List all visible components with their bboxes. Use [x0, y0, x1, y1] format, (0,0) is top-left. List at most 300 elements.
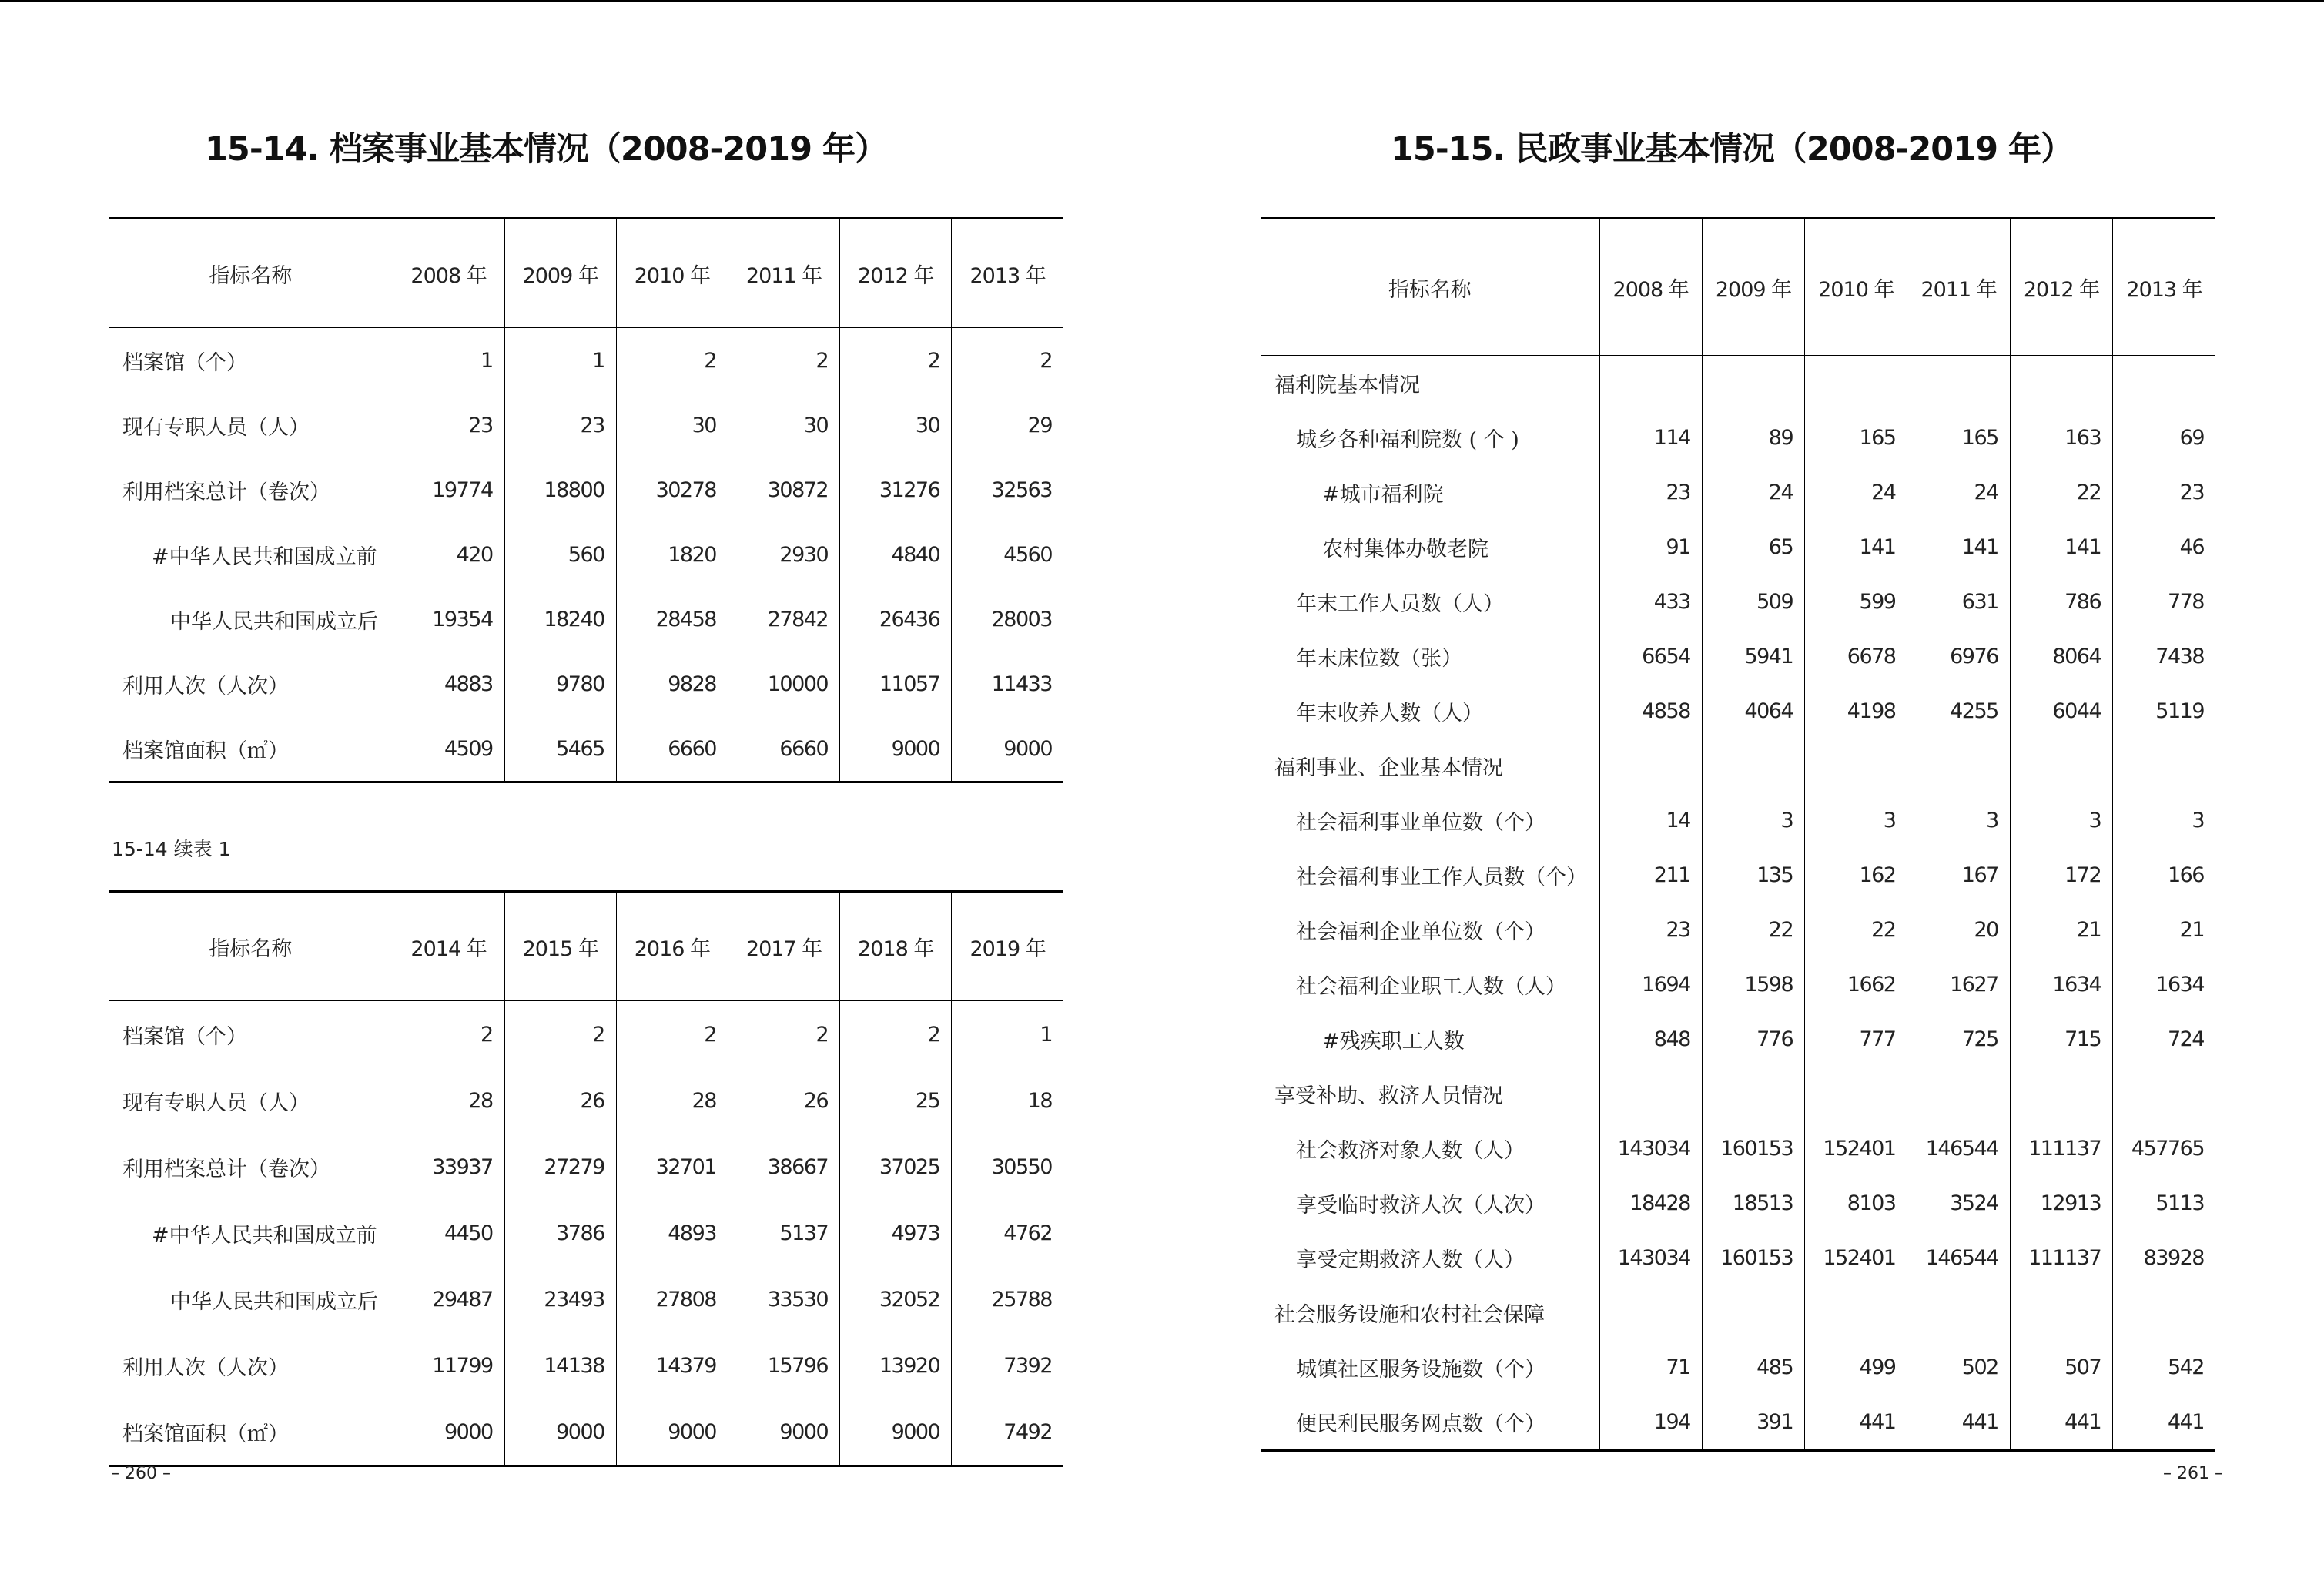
cell-value: 9000: [616, 1399, 728, 1466]
cell-value: 30: [728, 393, 839, 457]
cell-value: 2: [393, 1001, 504, 1068]
table-body: [109, 328, 1063, 782]
archives-table-2008-2013: [109, 217, 1063, 783]
row-label: #残疾职工人数: [1322, 1030, 1465, 1054]
cell-value: 1627: [1907, 957, 2010, 1012]
table-row: [109, 1067, 1063, 1134]
cell-value: [1599, 356, 1702, 411]
cell-value: 9000: [393, 1399, 504, 1466]
civil-affairs-table-title: 15-15. 民政事业基本情况（2008-2019 年）: [1390, 130, 2073, 169]
cell-value: 83928: [2113, 1231, 2215, 1285]
table-row: [109, 1200, 1063, 1266]
header-year: 2008 年: [1599, 219, 1702, 356]
header-year: 2017 年: [728, 892, 839, 1001]
cell-value: 18: [952, 1067, 1063, 1134]
cell-value: 163: [2010, 410, 2112, 465]
row-label: #中华人民共和国成立前: [152, 1223, 377, 1248]
cell-value: 2: [952, 328, 1063, 394]
cell-value: 33937: [393, 1134, 504, 1200]
cell-value: 32563: [952, 457, 1063, 522]
cell-value: 27279: [504, 1134, 616, 1200]
page-number: – 261 –: [2163, 1464, 2223, 1483]
table-row: [1261, 1285, 2215, 1340]
cell-value: 11433: [952, 652, 1063, 716]
cell-value: 26436: [840, 587, 952, 652]
row-label: 档案馆（个）: [122, 350, 247, 375]
cell-value: 631: [1907, 575, 2010, 629]
cell-value: 32052: [840, 1266, 952, 1332]
table-row: [1261, 575, 2215, 629]
cell-value: 6678: [1805, 629, 1907, 684]
row-label: 城镇社区服务设施数（个）: [1296, 1358, 1545, 1382]
table-row: [109, 1134, 1063, 1200]
cell-value: 22: [2010, 465, 2112, 520]
table-row: [109, 1332, 1063, 1399]
cell-value: 24: [1907, 465, 2010, 520]
cell-value: [1702, 1067, 1804, 1121]
cell-value: 441: [2010, 1395, 2112, 1451]
cell-value: 21: [2010, 903, 2112, 957]
cell-value: 89: [1702, 410, 1804, 465]
cell-value: [1599, 1067, 1702, 1121]
cell-value: 19354: [393, 587, 504, 652]
cell-value: 499: [1805, 1340, 1907, 1395]
cell-value: 4883: [393, 652, 504, 716]
cell-value: 7438: [2113, 629, 2215, 684]
cell-value: 485: [1702, 1340, 1804, 1395]
cell-value: 7392: [952, 1332, 1063, 1399]
header-row: [109, 219, 1063, 328]
cell-value: [2113, 356, 2215, 411]
row-label: 年末床位数（张）: [1296, 647, 1462, 671]
cell-value: 30278: [616, 457, 728, 522]
cell-value: 441: [1805, 1395, 1907, 1451]
row-label: 社会服务设施和农村社会保障: [1274, 1303, 1545, 1327]
cell-value: 4893: [616, 1200, 728, 1266]
cell-value: 509: [1702, 575, 1804, 629]
cell-value: 4762: [952, 1200, 1063, 1266]
cell-value: 14379: [616, 1332, 728, 1399]
cell-value: 2: [616, 1001, 728, 1068]
table-body: [109, 1001, 1063, 1466]
cell-value: 91: [1599, 520, 1702, 575]
table-row: [1261, 520, 2215, 575]
cell-value: 3: [1805, 793, 1907, 848]
cell-value: 27808: [616, 1266, 728, 1332]
cell-value: [2113, 1067, 2215, 1121]
cell-value: 14138: [504, 1332, 616, 1399]
cell-value: 420: [393, 522, 504, 587]
cell-value: 13920: [840, 1332, 952, 1399]
row-label: 年末工作人员数（人）: [1296, 592, 1504, 616]
cell-value: 29487: [393, 1266, 504, 1332]
table-row: [109, 1001, 1063, 1068]
header-indicator-name: 指标名称: [1261, 219, 1599, 356]
cell-value: 2: [728, 328, 839, 394]
cell-value: [1805, 1285, 1907, 1340]
table-body: [1261, 356, 2215, 1451]
cell-value: 30: [840, 393, 952, 457]
cell-value: 20: [1907, 903, 2010, 957]
row-label: 档案馆（个）: [122, 1024, 247, 1049]
cell-value: 18428: [1599, 1176, 1702, 1231]
cell-value: 4255: [1907, 684, 2010, 739]
cell-value: 23493: [504, 1266, 616, 1332]
cell-value: [2113, 1285, 2215, 1340]
header-year: 2012 年: [2010, 219, 2112, 356]
table-row: [1261, 465, 2215, 520]
cell-value: 28: [616, 1067, 728, 1134]
cell-value: 776: [1702, 1012, 1804, 1067]
cell-value: 18240: [504, 587, 616, 652]
cell-value: 4509: [393, 716, 504, 782]
cell-value: 3: [1702, 793, 1804, 848]
table-row: [109, 457, 1063, 522]
table-row: [1261, 1121, 2215, 1176]
cell-value: 6976: [1907, 629, 2010, 684]
table-header: [109, 892, 1063, 1001]
cell-value: 152401: [1805, 1231, 1907, 1285]
header-year: 2011 年: [1907, 219, 2010, 356]
cell-value: 599: [1805, 575, 1907, 629]
cell-value: 114: [1599, 410, 1702, 465]
table-header: [1261, 219, 2215, 356]
cell-value: 1634: [2010, 957, 2112, 1012]
cell-value: 71: [1599, 1340, 1702, 1395]
cell-value: [1907, 739, 2010, 793]
header-year: 2013 年: [2113, 219, 2215, 356]
row-label: 中华人民共和国成立后: [170, 609, 378, 634]
cell-value: 3: [2010, 793, 2112, 848]
cell-value: 69: [2113, 410, 2215, 465]
cell-value: [2010, 1067, 2112, 1121]
cell-value: 166: [2113, 848, 2215, 903]
row-label: 年末收养人数（人）: [1296, 702, 1483, 725]
archives-table-title: 15-14. 档案事业基本情况（2008-2019 年）: [204, 130, 887, 169]
cell-value: 848: [1599, 1012, 1702, 1067]
row-label: 农村集体办敬老院: [1322, 538, 1488, 561]
cell-value: 29: [952, 393, 1063, 457]
table-row: [109, 1399, 1063, 1466]
table-row: [109, 652, 1063, 716]
cell-value: 141: [2010, 520, 2112, 575]
cell-value: 23: [1599, 465, 1702, 520]
cell-value: 786: [2010, 575, 2112, 629]
cell-value: 1: [504, 328, 616, 394]
cell-value: [2010, 356, 2112, 411]
cell-value: [1805, 739, 1907, 793]
row-label: 利用人次（人次）: [122, 674, 289, 699]
cell-value: [1599, 1285, 1702, 1340]
cell-value: 24: [1702, 465, 1804, 520]
cell-value: 27842: [728, 587, 839, 652]
cell-value: 3524: [1907, 1176, 2010, 1231]
row-label: 现有专职人员（人）: [122, 1090, 310, 1115]
header-row: [1261, 219, 2215, 356]
cell-value: 26: [504, 1067, 616, 1134]
header-year: 2010 年: [616, 219, 728, 328]
cell-value: 28458: [616, 587, 728, 652]
table-row: [1261, 793, 2215, 848]
row-label: 社会福利事业单位数（个）: [1296, 811, 1545, 835]
cell-value: 9000: [504, 1399, 616, 1466]
cell-value: 46: [2113, 520, 2215, 575]
cell-value: 37025: [840, 1134, 952, 1200]
cell-value: 4858: [1599, 684, 1702, 739]
cell-value: 141: [1907, 520, 2010, 575]
row-label: 现有专职人员（人）: [122, 415, 310, 440]
cell-value: 165: [1907, 410, 2010, 465]
row-label: 社会救济对象人数（人）: [1296, 1139, 1525, 1163]
cell-value: 1598: [1702, 957, 1804, 1012]
cell-value: 4064: [1702, 684, 1804, 739]
table-row: [1261, 957, 2215, 1012]
cell-value: 2930: [728, 522, 839, 587]
row-label: 享受临时救济人次（人次）: [1296, 1194, 1545, 1218]
table-row: [1261, 1231, 2215, 1285]
cell-value: 30872: [728, 457, 839, 522]
row-label: 利用档案总计（卷次）: [122, 480, 330, 504]
row-label: 福利院基本情况: [1274, 374, 1420, 397]
header-year: 2009 年: [504, 219, 616, 328]
cell-value: 194: [1599, 1395, 1702, 1451]
cell-value: 9000: [840, 716, 952, 782]
header-year: 2013 年: [952, 219, 1063, 328]
cell-value: 6044: [2010, 684, 2112, 739]
cell-value: [1702, 739, 1804, 793]
cell-value: 12913: [2010, 1176, 2112, 1231]
cell-value: 715: [2010, 1012, 2112, 1067]
cell-value: 30550: [952, 1134, 1063, 1200]
cell-value: 441: [2113, 1395, 2215, 1451]
cell-value: 11057: [840, 652, 952, 716]
table-row: [109, 587, 1063, 652]
header-year: 2019 年: [952, 892, 1063, 1001]
table-row: [1261, 1067, 2215, 1121]
cell-value: 18800: [504, 457, 616, 522]
cell-value: 152401: [1805, 1121, 1907, 1176]
row-label: #城市福利院: [1322, 483, 1444, 507]
cell-value: 135: [1702, 848, 1804, 903]
header-row: [109, 892, 1063, 1001]
table-row: [109, 393, 1063, 457]
cell-value: 162: [1805, 848, 1907, 903]
cell-value: 25: [840, 1067, 952, 1134]
cell-value: 18513: [1702, 1176, 1804, 1231]
table-row: [1261, 903, 2215, 957]
cell-value: 1694: [1599, 957, 1702, 1012]
cell-value: 23: [393, 393, 504, 457]
cell-value: 8064: [2010, 629, 2112, 684]
cell-value: 391: [1702, 1395, 1804, 1451]
page-number: – 260 –: [111, 1464, 171, 1483]
cell-value: 160153: [1702, 1121, 1804, 1176]
cell-value: 9000: [840, 1399, 952, 1466]
row-label: 福利事业、企业基本情况: [1274, 756, 1503, 780]
row-label: 社会福利企业单位数（个）: [1296, 920, 1545, 944]
cell-value: 9000: [952, 716, 1063, 782]
row-label: 中华人民共和国成立后: [170, 1289, 378, 1314]
page-261: [1162, 0, 2324, 1588]
cell-value: 15796: [728, 1332, 839, 1399]
cell-value: 5465: [504, 716, 616, 782]
cell-value: [2010, 739, 2112, 793]
cell-value: 9000: [728, 1399, 839, 1466]
cell-value: 211: [1599, 848, 1702, 903]
cell-value: 7492: [952, 1399, 1063, 1466]
row-label: 社会福利企业职工人数（人）: [1296, 975, 1566, 999]
cell-value: 8103: [1805, 1176, 1907, 1231]
table-row: [1261, 1340, 2215, 1395]
cell-value: 4560: [952, 522, 1063, 587]
archives-table-2014-2019: [109, 890, 1063, 1467]
cell-value: [1907, 1285, 2010, 1340]
row-label: 档案馆面积（㎡）: [109, 1399, 393, 1466]
table-row: [109, 522, 1063, 587]
row-label: 城乡各种福利院数 ( 个 ): [1296, 428, 1519, 452]
cell-value: 3: [2113, 793, 2215, 848]
table-row: [1261, 1395, 2215, 1451]
cell-value: 4973: [840, 1200, 952, 1266]
row-label: 档案馆面积（㎡）: [109, 716, 393, 782]
cell-value: 560: [504, 522, 616, 587]
cell-value: [1805, 1067, 1907, 1121]
cell-value: 22: [1805, 903, 1907, 957]
table-row: [109, 1266, 1063, 1332]
cell-value: 1: [393, 328, 504, 394]
table-row: [109, 716, 1063, 782]
header-year: 2009 年: [1702, 219, 1804, 356]
header-year: 2014 年: [393, 892, 504, 1001]
cell-value: 24: [1805, 465, 1907, 520]
cell-value: 1820: [616, 522, 728, 587]
table-row: [1261, 684, 2215, 739]
cell-value: 9780: [504, 652, 616, 716]
cell-value: 65: [1702, 520, 1804, 575]
cell-value: 2: [504, 1001, 616, 1068]
cell-value: 502: [1907, 1340, 2010, 1395]
table-header: [109, 219, 1063, 328]
cell-value: [1702, 356, 1804, 411]
cell-value: 2: [840, 328, 952, 394]
cell-value: 172: [2010, 848, 2112, 903]
cell-value: 4840: [840, 522, 952, 587]
row-label: 利用档案总计（卷次）: [122, 1157, 330, 1181]
cell-value: 111137: [2010, 1231, 2112, 1285]
cell-value: 23: [2113, 465, 2215, 520]
cell-value: 32701: [616, 1134, 728, 1200]
cell-value: 5113: [2113, 1176, 2215, 1231]
row-label: 社会福利事业工作人员数（个）: [1296, 866, 1587, 889]
cell-value: [1599, 739, 1702, 793]
cell-value: 778: [2113, 575, 2215, 629]
cell-value: 22: [1702, 903, 1804, 957]
cell-value: 26: [728, 1067, 839, 1134]
cell-value: [1907, 356, 2010, 411]
table-row: [1261, 356, 2215, 411]
cell-value: 457765: [2113, 1121, 2215, 1176]
cell-value: 5119: [2113, 684, 2215, 739]
cell-value: 167: [1907, 848, 2010, 903]
row-label: 利用人次（人次）: [122, 1355, 289, 1380]
continuation-label: 15-14 续表 1: [112, 838, 231, 860]
cell-value: 542: [2113, 1340, 2215, 1395]
cell-value: 160153: [1702, 1231, 1804, 1285]
row-label: 便民利民服务网点数（个）: [1261, 1395, 1599, 1451]
cell-value: 28003: [952, 587, 1063, 652]
cell-value: 5941: [1702, 629, 1804, 684]
cell-value: 146544: [1907, 1231, 2010, 1285]
header-year: 2018 年: [840, 892, 952, 1001]
cell-value: 6660: [616, 716, 728, 782]
header-year: 2012 年: [840, 219, 952, 328]
cell-value: 724: [2113, 1012, 2215, 1067]
cell-value: [1907, 1067, 2010, 1121]
cell-value: [2010, 1285, 2112, 1340]
cell-value: 28: [393, 1067, 504, 1134]
table-row: [109, 328, 1063, 394]
cell-value: 2: [728, 1001, 839, 1068]
row-label: 享受定期救济人数（人）: [1296, 1248, 1525, 1272]
cell-value: 9828: [616, 652, 728, 716]
cell-value: 21: [2113, 903, 2215, 957]
cell-value: 4450: [393, 1200, 504, 1266]
header-year: 2011 年: [728, 219, 839, 328]
cell-value: 2: [840, 1001, 952, 1068]
cell-value: 141: [1805, 520, 1907, 575]
header-year: 2008 年: [393, 219, 504, 328]
cell-value: 33530: [728, 1266, 839, 1332]
cell-value: 3786: [504, 1200, 616, 1266]
cell-value: 1634: [2113, 957, 2215, 1012]
row-label: #中华人民共和国成立前: [152, 544, 377, 569]
cell-value: 165: [1805, 410, 1907, 465]
cell-value: 14: [1599, 793, 1702, 848]
cell-value: 507: [2010, 1340, 2112, 1395]
cell-value: 11799: [393, 1332, 504, 1399]
cell-value: [2113, 739, 2215, 793]
header-year: 2010 年: [1805, 219, 1907, 356]
cell-value: 6654: [1599, 629, 1702, 684]
cell-value: 1662: [1805, 957, 1907, 1012]
cell-value: 4198: [1805, 684, 1907, 739]
cell-value: [1805, 356, 1907, 411]
cell-value: 441: [1907, 1395, 2010, 1451]
table-row: [1261, 1176, 2215, 1231]
cell-value: 143034: [1599, 1231, 1702, 1285]
cell-value: 1: [952, 1001, 1063, 1068]
row-label: 享受补助、救济人员情况: [1274, 1084, 1503, 1108]
cell-value: 23: [1599, 903, 1702, 957]
cell-value: 6660: [728, 716, 839, 782]
cell-value: 31276: [840, 457, 952, 522]
cell-value: 10000: [728, 652, 839, 716]
cell-value: 777: [1805, 1012, 1907, 1067]
table-row: [1261, 410, 2215, 465]
header-year: 2015 年: [504, 892, 616, 1001]
cell-value: 19774: [393, 457, 504, 522]
cell-value: 23: [504, 393, 616, 457]
cell-value: 30: [616, 393, 728, 457]
cell-value: 143034: [1599, 1121, 1702, 1176]
cell-value: 25788: [952, 1266, 1063, 1332]
table-row: [1261, 739, 2215, 793]
cell-value: 3: [1907, 793, 2010, 848]
cell-value: 5137: [728, 1200, 839, 1266]
cell-value: 111137: [2010, 1121, 2112, 1176]
cell-value: 2: [616, 328, 728, 394]
header-indicator-name: 指标名称: [109, 219, 393, 328]
